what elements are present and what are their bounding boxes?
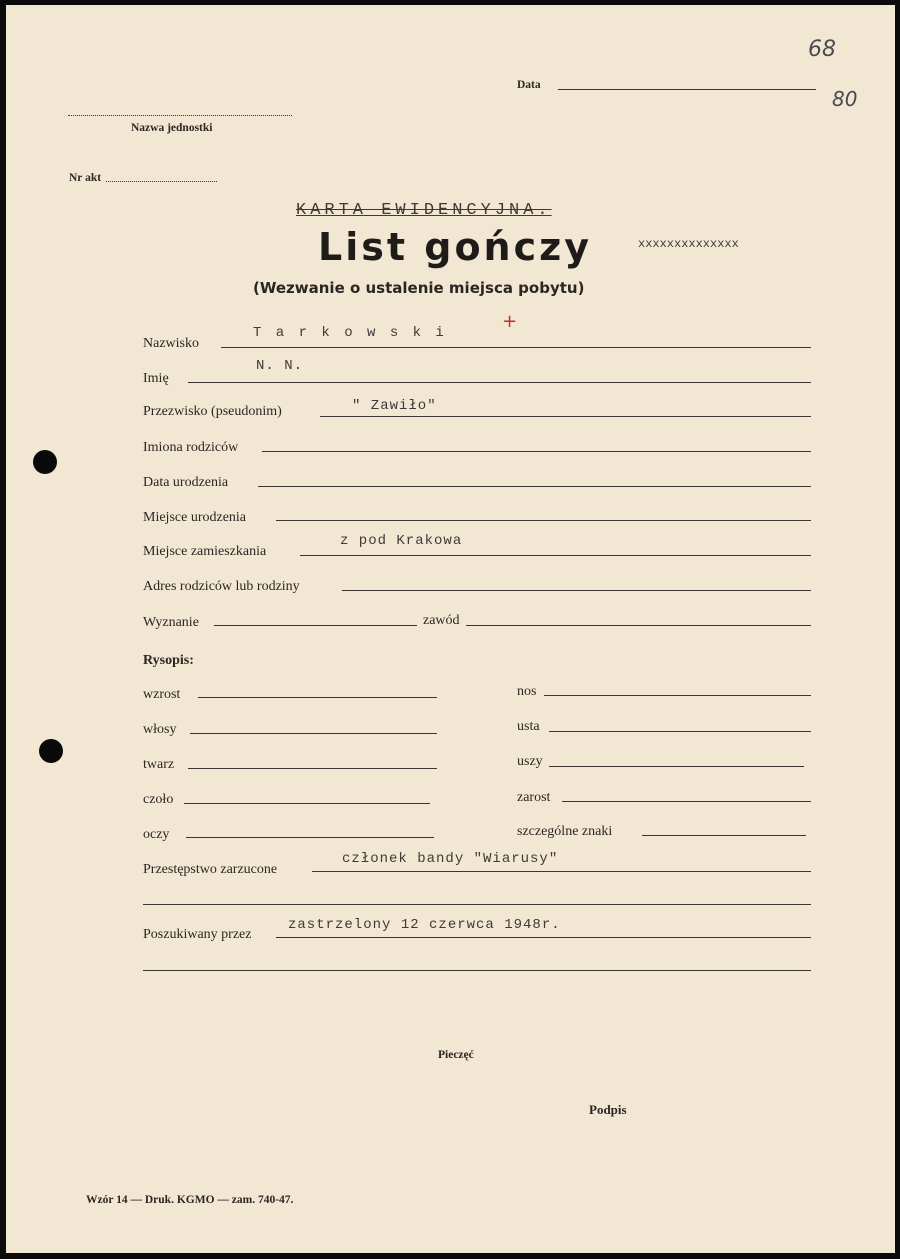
residence-label: Miejsce zamieszkania	[143, 544, 267, 559]
mouth-line	[549, 731, 811, 732]
height-label: wzrost	[143, 687, 181, 702]
unit-name-label: Nazwa jednostki	[131, 122, 213, 134]
face-line	[188, 768, 437, 769]
unit-name-line	[68, 115, 292, 116]
ears-line	[549, 766, 804, 767]
religion-line	[214, 625, 417, 626]
wanted-by-value: zastrzelony 12 czerwca 1948r.	[288, 917, 561, 933]
signature-label: Podpis	[589, 1102, 627, 1117]
stamp-label: Pieczęć	[438, 1049, 474, 1061]
punch-hole-lower	[39, 739, 63, 763]
height-line	[198, 697, 437, 698]
occupation-line	[466, 625, 811, 626]
handwritten-number-secondary: 80	[832, 87, 858, 111]
eyes-label: oczy	[143, 827, 170, 842]
nickname-label: Przezwisko (pseudonim)	[143, 404, 282, 419]
birth-place-label: Miejsce urodzenia	[143, 510, 247, 525]
occupation-label: zawód	[423, 613, 460, 628]
form-info: Wzór 14 — Druk. KGMO — zam. 740-47.	[86, 1194, 294, 1206]
nose-label: nos	[517, 684, 537, 699]
residence-value: z pod Krakowa	[340, 533, 463, 549]
eyes-line	[186, 837, 434, 838]
main-title: List gończy	[318, 225, 593, 269]
parents-names-line	[262, 451, 811, 452]
hair-line	[190, 733, 437, 734]
crossed-out-marks: xxxxxxxxxxxxxx	[638, 237, 739, 251]
file-number-label: Nr akt	[69, 172, 102, 184]
religion-label: Wyznanie	[143, 615, 199, 630]
surname-value: T a r k o w s k i	[253, 325, 447, 341]
surname-label: Nazwisko	[143, 336, 199, 351]
nickname-line	[320, 416, 811, 417]
hair-label: włosy	[143, 722, 177, 737]
birth-date-label: Data urodzenia	[143, 475, 229, 490]
document-page	[6, 5, 895, 1253]
distinguishing-marks-label: szczególne znaki	[517, 824, 613, 839]
struck-title: KARTA EWIDENCYJNA.	[296, 201, 552, 220]
nose-line	[544, 695, 811, 696]
date-line	[558, 89, 816, 90]
date-label: Data	[517, 79, 541, 91]
first-name-value: N. N.	[256, 358, 304, 374]
facial-hair-label: zarost	[517, 790, 551, 805]
distinguishing-marks-line	[642, 835, 806, 836]
parents-address-label: Adres rodziców lub rodziny	[143, 579, 300, 594]
ears-label: uszy	[517, 754, 543, 769]
facial-hair-line	[562, 801, 811, 802]
mouth-label: usta	[517, 719, 540, 734]
parents-address-line	[342, 590, 811, 591]
surname-line	[221, 347, 811, 348]
forehead-line	[184, 803, 430, 804]
parents-names-label: Imiona rodziców	[143, 440, 239, 455]
red-cross-mark: +	[502, 311, 518, 332]
face-label: twarz	[143, 757, 175, 772]
wanted-by-label: Poszukiwany przez	[143, 927, 252, 942]
crime-value: członek bandy "Wiarusy"	[342, 851, 559, 867]
punch-hole-upper	[33, 450, 57, 474]
birth-date-line	[258, 486, 811, 487]
wanted-by-line	[276, 937, 811, 938]
file-number-line	[106, 181, 217, 182]
crime-label: Przestępstwo zarzucone	[143, 862, 278, 877]
handwritten-number: 68	[808, 37, 836, 62]
first-name-label: Imię	[143, 371, 169, 386]
birth-place-line	[276, 520, 811, 521]
forehead-label: czoło	[143, 792, 174, 807]
nickname-value: " Zawiło"	[352, 398, 437, 414]
wanted-by-line-2	[143, 970, 811, 971]
first-name-line	[188, 382, 811, 383]
residence-line	[300, 555, 811, 556]
crime-line-2	[143, 904, 811, 905]
subtitle: (Wezwanie o ustalenie miejsca pobytu)	[253, 279, 585, 297]
description-heading: Rysopis:	[143, 653, 194, 668]
crime-line	[312, 871, 811, 872]
